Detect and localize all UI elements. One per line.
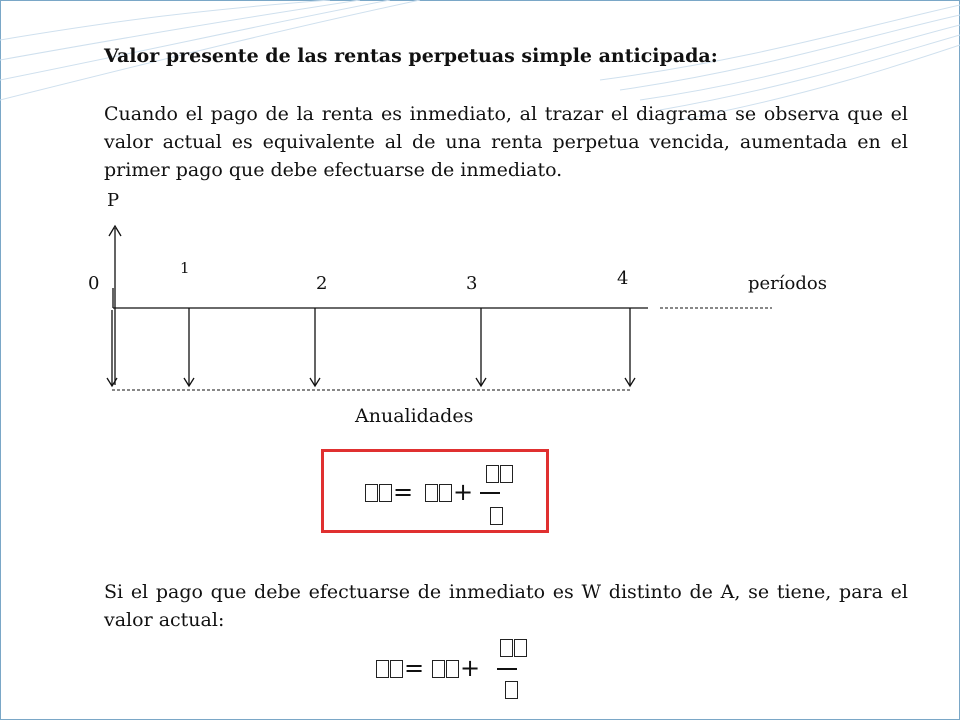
formula2-fraction-bar xyxy=(497,668,517,670)
period-label-1: 1 xyxy=(180,259,190,277)
plus-sign: + xyxy=(453,478,474,506)
period-label-3: 3 xyxy=(466,273,478,294)
symbol-glyph xyxy=(379,484,392,502)
formula2-term xyxy=(432,654,480,682)
symbol-glyph xyxy=(500,465,513,483)
period-label-4: 4 xyxy=(617,268,629,289)
symbol-glyph xyxy=(365,484,378,502)
section-title: Valor presente de las rentas perpetuas simple anticipada: xyxy=(104,45,718,67)
formula1-term xyxy=(425,478,473,506)
symbol-glyph xyxy=(446,660,459,678)
equals-sign: = xyxy=(404,654,425,682)
second-paragraph: Si el pago que debe efectuarse de inmediato es W distinto de A, se tiene, para el valor actual: xyxy=(104,581,908,631)
plus-sign: + xyxy=(460,654,481,682)
symbol-glyph xyxy=(390,660,403,678)
explanation-paragraph: Cuando el pago de la renta es inmediato, al trazar el diagrama se observa que el valor actual es equivalente al de una renta perpetua vencida, aumentada en el primer pago que debe efectuarse de inmediato. xyxy=(104,103,908,181)
formula1-fraction-bar xyxy=(480,492,500,494)
p-label: P xyxy=(107,190,120,211)
periods-label: períodos xyxy=(748,273,827,294)
symbol-glyph xyxy=(432,660,445,678)
period-label-2: 2 xyxy=(316,273,328,294)
formula2-lhs xyxy=(376,654,424,682)
symbol-glyph xyxy=(490,507,503,525)
equals-sign: = xyxy=(393,478,414,506)
formula1-numerator xyxy=(486,460,514,484)
formula1-lhs xyxy=(365,478,413,506)
formula2-numerator xyxy=(500,634,528,658)
symbol-glyph xyxy=(514,639,527,657)
symbol-glyph xyxy=(425,484,438,502)
symbol-glyph xyxy=(486,465,499,483)
symbol-glyph xyxy=(439,484,452,502)
symbol-glyph xyxy=(500,639,513,657)
formula1-denominator xyxy=(490,502,504,526)
period-label-0: 0 xyxy=(88,273,100,294)
formula2-denominator xyxy=(505,676,519,700)
symbol-glyph xyxy=(505,681,518,699)
symbol-glyph xyxy=(376,660,389,678)
annuities-label: Anualidades xyxy=(355,405,474,427)
